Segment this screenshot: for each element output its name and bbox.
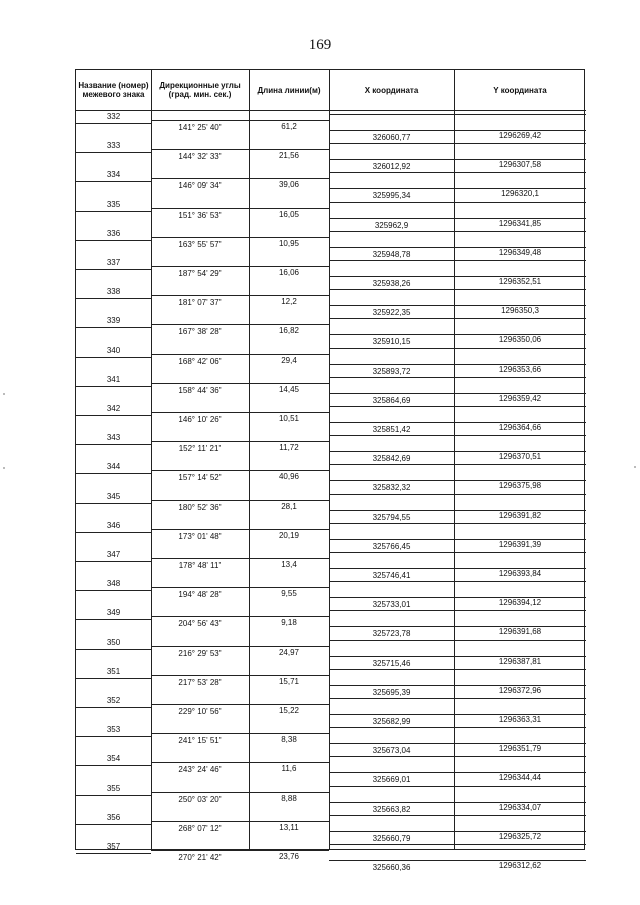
point-name: 345 [106,491,121,501]
line-length: 29,4 [281,355,297,365]
margin-mark [3,393,5,395]
direction-angle: 181° 07' 37" [178,298,222,308]
row-divider [76,736,151,737]
row-divider [329,406,586,407]
coordinates-table [75,69,585,872]
x-coordinate: 325864,69 [372,395,411,405]
row-divider [329,539,586,540]
point-name: 333 [106,141,121,151]
direction-angle: 204° 56' 43" [178,619,222,629]
row-divider [151,792,329,793]
row-divider [329,581,586,582]
row-divider [329,130,586,131]
x-coordinate: 325893,72 [372,366,411,376]
y-coordinate: 1296344,44 [498,773,542,783]
direction-angle: 173° 01' 48" [178,531,222,541]
x-coordinate: 325673,04 [372,746,411,756]
row-divider [76,619,151,620]
point-name: 342 [106,404,121,413]
row-divider [329,698,586,699]
row-divider [329,318,586,319]
direction-angle: 158° 44' 36" [178,385,222,395]
row-divider [76,327,151,328]
row-divider [76,765,151,766]
row-divider [329,143,586,144]
row-divider [329,260,586,261]
x-coordinate: 325948,78 [372,249,411,259]
row-divider [151,733,329,734]
x-coordinate: 325922,35 [372,308,411,318]
row-divider [151,470,329,471]
y-coordinate: 1296370,51 [498,452,542,462]
row-divider [76,123,151,124]
x-coordinate: 325660,79 [372,833,411,843]
direction-angle: 167° 38' 28" [178,327,222,337]
line-length: 61,2 [281,122,297,131]
line-length: 15,22 [278,706,300,715]
line-length: 8,88 [281,793,297,803]
line-length: 9,18 [281,618,297,628]
row-divider [151,120,329,121]
row-divider [76,824,151,825]
row-divider [329,377,586,378]
x-coordinate: 325660,36 [372,863,411,872]
row-divider [76,415,151,416]
direction-angle: 270° 21' 42" [178,853,222,862]
row-divider [151,178,329,179]
row-divider [329,685,586,686]
row-divider [329,334,586,335]
row-divider [329,247,586,248]
y-coordinate: 1296363,31 [498,715,542,724]
row-divider [329,815,586,816]
point-name: 344 [106,462,121,472]
point-name: 332 [106,112,121,121]
direction-angle: 217° 53' 28" [178,677,222,687]
row-divider [151,500,329,501]
row-divider [76,795,151,796]
direction-angle: 241° 15' 51" [178,736,222,746]
row-divider [151,675,329,676]
row-divider [76,444,151,445]
point-name: 350 [106,637,121,647]
row-divider [151,821,329,822]
y-coordinate: 1296352,51 [498,277,542,286]
direction-angle: 250° 03' 20" [178,794,222,804]
direction-angle: 229° 10' 56" [178,707,222,716]
y-coordinate: 1296353,66 [498,364,542,374]
y-coordinate: 1296269,42 [498,131,542,140]
x-coordinate: 326012,92 [372,162,411,172]
row-divider [151,237,329,238]
direction-angle: 146° 10' 26" [178,415,222,424]
row-divider [329,305,586,306]
row-divider [329,772,586,773]
y-coordinate: 1296393,84 [498,569,542,578]
y-coordinate: 1296307,58 [498,160,542,170]
point-name: 348 [106,579,121,589]
line-length: 39,06 [278,180,300,190]
row-divider [329,552,586,553]
line-length: 20,19 [278,530,300,540]
line-length: 16,05 [278,209,300,219]
row-divider [329,756,586,757]
point-name: 357 [106,842,121,851]
row-divider [329,860,586,861]
point-name: 356 [106,812,121,822]
y-coordinate: 1296394,12 [498,598,542,608]
row-divider [151,412,329,413]
row-divider [76,561,151,562]
line-length: 8,38 [281,735,297,745]
row-divider [76,211,151,212]
y-coordinate: 1296359,42 [498,393,542,403]
row-divider [329,231,586,232]
row-divider [329,480,586,481]
x-coordinate: 325938,26 [372,279,411,288]
row-divider [329,114,586,115]
direction-angle: 178° 48' 11" [178,561,222,570]
line-length: 9,55 [281,589,297,599]
x-coordinate: 326060,77 [372,133,411,142]
row-divider [329,597,586,598]
line-length: 10,51 [278,414,300,423]
y-coordinate: 1296351,79 [498,744,542,754]
row-divider [76,649,151,650]
x-coordinate: 325723,78 [372,629,411,639]
x-coordinate: 325663,82 [372,804,411,814]
row-divider [76,269,151,270]
line-length: 21,56 [278,151,300,161]
row-divider [76,707,151,708]
row-divider [329,202,586,203]
row-divider [329,494,586,495]
row-divider [151,295,329,296]
x-coordinate: 325794,55 [372,512,411,522]
row-divider [329,422,586,423]
row-divider [329,831,586,832]
point-name: 346 [106,520,121,530]
margin-mark [634,466,636,468]
y-coordinate: 1296364,66 [498,423,542,432]
y-coordinate: 1296312,62 [498,861,542,870]
header-y: Y координата [493,85,547,95]
row-divider [329,510,586,511]
direction-angle: 216° 29' 53" [178,648,222,658]
y-coordinate: 1296325,72 [498,831,542,841]
x-coordinate: 325910,15 [372,337,411,347]
header-name: Название (номер) межевого знака [78,81,149,99]
row-divider [76,386,151,387]
row-divider [151,762,329,763]
row-divider [329,568,586,569]
direction-angle: 144° 32' 33" [178,152,222,162]
row-divider [329,464,586,465]
x-coordinate: 325695,39 [372,687,411,697]
x-coordinate: 325682,99 [372,717,411,726]
row-divider [329,393,586,394]
row-divider [329,188,586,189]
y-coordinate: 1296341,85 [498,218,542,228]
y-coordinate: 1296320,1 [501,189,539,199]
row-divider [329,610,586,611]
direction-angle: 243° 24' 46" [178,765,222,775]
header-length: Длина линии(м) [257,85,321,95]
y-coordinate: 1296387,81 [498,656,542,666]
line-length: 11,72 [279,443,299,453]
point-name: 354 [106,754,121,764]
point-name: 355 [106,783,121,793]
row-divider [151,266,329,267]
row-divider [151,441,329,442]
row-divider [151,850,329,851]
row-divider [76,298,151,299]
point-name: 335 [106,199,121,209]
row-divider [329,727,586,728]
direction-angle: 180° 52' 36" [178,502,222,512]
direction-angle: 268° 07' 12" [178,823,222,833]
line-length: 40,96 [278,472,300,482]
direction-angle: 157° 14' 52" [178,473,222,483]
row-divider [329,743,586,744]
line-length: 28,1 [281,501,297,511]
line-length: 13,11 [279,822,299,832]
line-length: 24,97 [278,647,300,657]
x-coordinate: 325842,69 [372,454,411,464]
row-divider [329,656,586,657]
line-length: 10,95 [278,238,300,248]
direction-angle: 187° 54' 29" [178,269,222,278]
x-coordinate: 325715,46 [372,658,411,668]
row-divider [151,646,329,647]
row-divider [76,503,151,504]
row-divider [329,844,586,845]
point-name: 339 [106,316,121,326]
x-coordinate: 325746,41 [372,571,411,580]
row-divider [329,714,586,715]
row-divider [329,802,586,803]
row-divider [151,324,329,325]
direction-angle: 168° 42' 06" [178,356,222,366]
row-divider [151,704,329,705]
y-coordinate: 1296334,07 [498,802,542,812]
x-coordinate: 325669,01 [372,775,411,785]
point-name: 340 [106,345,121,355]
row-divider [151,529,329,530]
direction-angle: 194° 48' 28" [178,590,222,600]
y-coordinate: 1296391,82 [498,510,542,520]
margin-mark [3,467,5,469]
row-divider [151,354,329,355]
point-name: 334 [106,170,121,180]
y-coordinate: 1296391,39 [498,539,542,549]
row-divider [329,626,586,627]
row-divider [329,159,586,160]
point-name: 336 [106,228,121,238]
point-name: 352 [106,696,121,705]
row-divider [329,276,586,277]
line-length: 11,6 [281,764,297,774]
row-divider [76,152,151,153]
row-divider [329,451,586,452]
y-coordinate: 1296350,3 [501,306,539,316]
line-length: 16,06 [278,268,300,277]
x-coordinate: 325851,42 [372,425,411,434]
x-coordinate: 325832,32 [372,483,411,493]
direction-angle: 151° 36' 53" [178,210,222,220]
row-divider [329,786,586,787]
row-divider [329,348,586,349]
row-divider [151,616,329,617]
point-name: 353 [106,725,121,735]
page-number: 169 [308,37,332,53]
row-divider [329,640,586,641]
row-divider [151,383,329,384]
row-divider [76,853,151,854]
y-coordinate: 1296391,68 [498,627,542,637]
row-divider [151,149,329,150]
line-length: 13,4 [281,560,297,569]
row-divider [76,590,151,591]
point-name: 347 [106,550,121,559]
y-coordinate: 1296372,96 [498,685,542,695]
direction-angle: 163° 55' 57" [178,239,222,249]
row-divider [76,678,151,679]
direction-angle: 152° 11' 21" [178,444,222,454]
row-divider [329,523,586,524]
row-divider [76,473,151,474]
point-name: 351 [106,666,121,676]
y-coordinate: 1296375,98 [498,481,542,491]
point-name: 349 [106,608,121,618]
row-divider [329,218,586,219]
line-length: 16,82 [278,326,300,336]
y-coordinate: 1296349,48 [498,247,542,257]
point-name: 343 [106,433,121,443]
row-divider [76,181,151,182]
row-divider [329,669,586,670]
row-divider [329,172,586,173]
direction-angle: 146° 09' 34" [178,181,222,191]
y-coordinate: 1296350,06 [498,335,542,345]
x-coordinate: 325995,34 [372,191,411,201]
line-length: 12,2 [281,297,297,307]
row-divider [76,240,151,241]
header-angle: Дирекционные углы (град. мин. сек.) [159,81,241,99]
row-divider [329,435,586,436]
x-coordinate: 325766,45 [372,541,411,551]
direction-angle: 141° 25' 40" [178,123,222,132]
header-x: X координата [364,85,419,95]
point-name: 337 [106,258,121,267]
line-length: 23,76 [278,852,300,861]
row-divider [151,558,329,559]
x-coordinate: 325962,9 [374,220,409,230]
point-name: 338 [106,287,121,297]
row-divider [151,208,329,209]
row-divider [76,532,151,533]
row-divider [329,289,586,290]
x-coordinate: 325733,01 [372,600,411,610]
line-length: 14,45 [278,384,300,394]
row-divider [76,357,151,358]
header-divider [76,110,586,111]
row-divider [329,364,586,365]
row-divider [151,587,329,588]
point-name: 341 [106,374,121,384]
line-length: 15,71 [278,676,300,686]
